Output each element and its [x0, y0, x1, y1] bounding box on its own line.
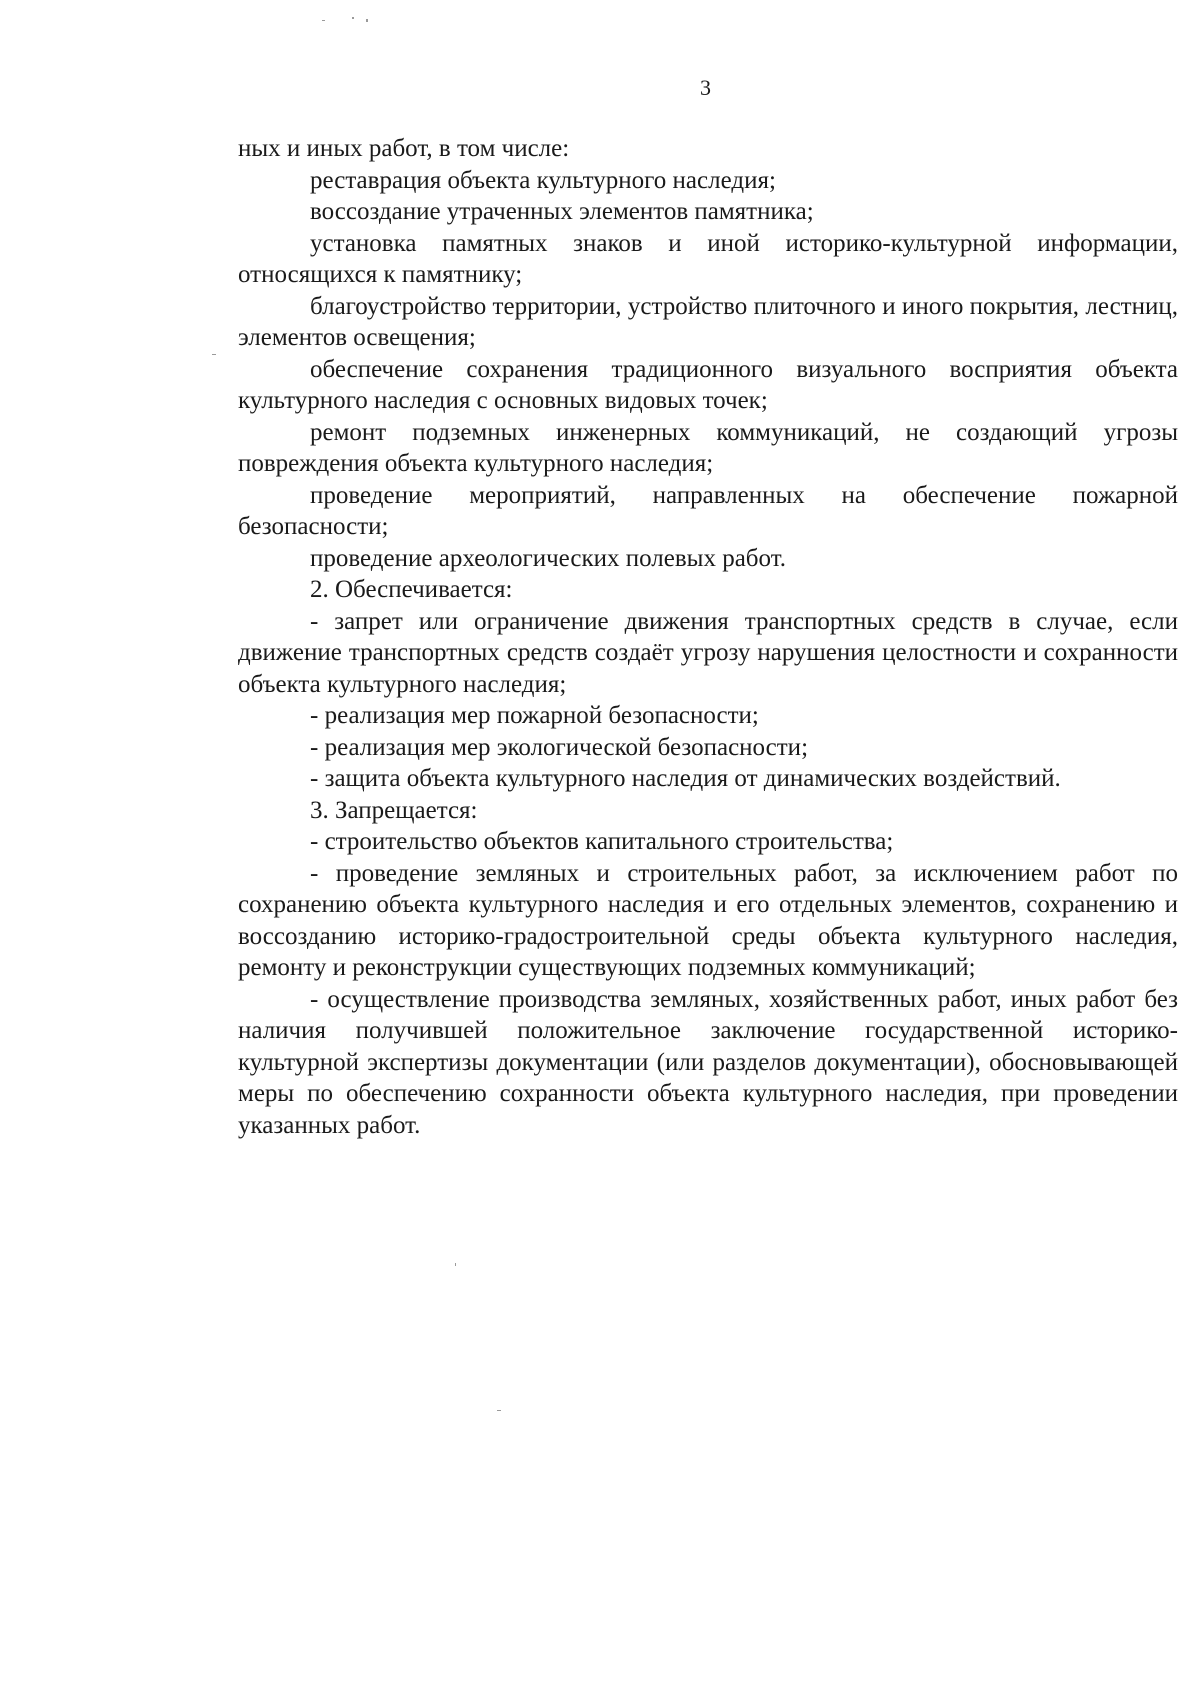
list-item-landscaping: благоустройство территории, устройство плиточного и иного покрытия, лестниц, элементов освещения;: [238, 292, 1178, 351]
list-item-construction-ban: - строительство объектов капитального строительства;: [310, 828, 894, 855]
scan-speck: [212, 354, 216, 355]
scan-speck: [497, 1410, 501, 1411]
list-item-ecology-measures: - реализация мер экологической безопасности;: [310, 733, 809, 761]
list-item-memorial-signs: установка памятных знаков и иной историко-культурной информации, относящихся к памятнику;: [238, 229, 1178, 288]
list-item-recreation: воссоздание утраченных элементов памятника;: [310, 198, 814, 225]
scan-speck: [366, 19, 368, 22]
section-heading-3: 3. Запрещается:: [310, 796, 478, 824]
list-item-fire-measures: - реализация мер пожарной безопасности;: [310, 702, 759, 729]
list-item-restoration: реставрация объекта культурного наследия;: [310, 166, 776, 194]
list-item-fire-safety: проведение мероприятий, направленных на обеспечение пожарной безопасности;: [238, 481, 1178, 540]
list-item-archaeology: проведение археологических полевых работ.: [310, 544, 786, 572]
paragraph-continuation: ных и иных работ, в том числе:: [238, 135, 570, 162]
scan-speck: [352, 17, 354, 19]
scan-speck: [455, 1263, 456, 1266]
scan-speck: [322, 20, 325, 21]
list-item-dynamic-protection: - защита объекта культурного наследия от динамических воздействий.: [310, 765, 1061, 792]
section-heading-2: 2. Обеспечивается:: [310, 576, 513, 603]
document-body: [238, 133, 1178, 1141]
page-number: 3: [700, 75, 711, 100]
list-item-visual-perception: обеспечение сохранения традиционного визуального восприятия объекта культурного наследия с основных видовых точек;: [238, 355, 1178, 414]
list-item-earthworks-ban: - проведение земляных и строительных работ, за исключением работ по сохранению объекта культурного наследия и его отдельных элементов, сохранению и воссозданию историко-градостроительной среды объекта культурного наследия, ремонту и реконструкции существующих подземных коммуникаций;: [238, 859, 1178, 981]
list-item-traffic-restriction: - запрет или ограничение движения транспортных средств в случае, если движение транспортных средств создаёт угрозу нарушения целостности и сохранности объекта культурного наследия;: [238, 607, 1178, 698]
list-item-works-without-expertise: - осуществление производства земляных, хозяйственных работ, иных работ без наличия получившей положительное заключение государственной историко-культурной экспертизы документации (или разделов документации), обосновывающей меры по обеспечению сохранности объекта культурного наследия, при проведении указанных работ.: [238, 985, 1178, 1139]
list-item-underground-repair: ремонт подземных инженерных коммуникаций, не создающий угрозы повреждения объекта культурного наследия;: [238, 418, 1178, 477]
